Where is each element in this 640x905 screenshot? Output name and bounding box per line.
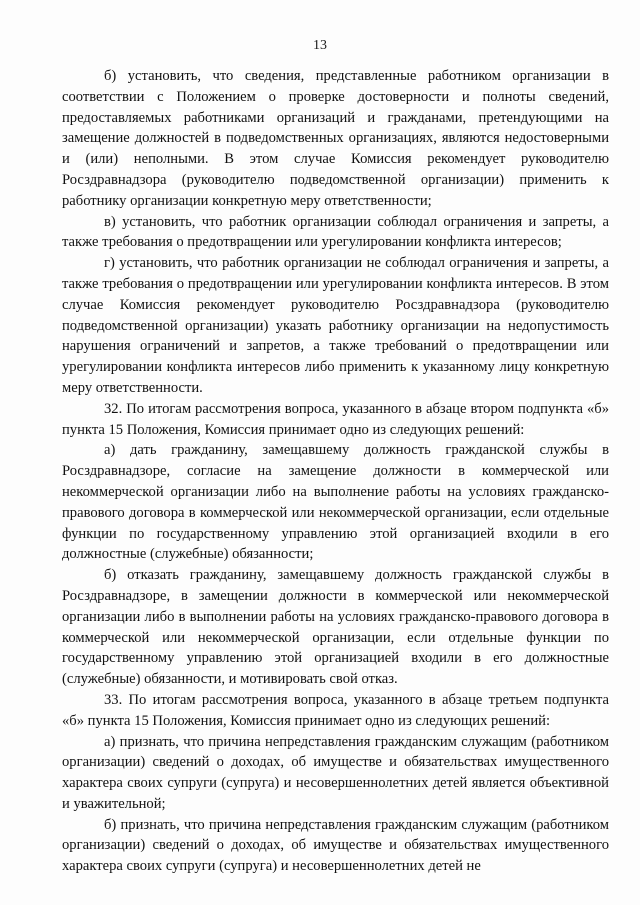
paragraph-6g: г) установить, что работник организации не соблюдал ограничения и запреты, а также требования о предотвращении или урегулировании конфликта интересов. В этом случае Комиссия рекомендует руководителю Росздравнадзора (руководителю подведомственной организации) указать работнику организации на недопустимость нарушения ограничений и запретов, а также требований о предотвращении или урегулировании конфликта интересов либо применить к указанному лицу конкретную меру ответственности. (62, 255, 609, 396)
paragraph-32b: б) отказать гражданину, замещавшему должность гражданской службы в Росздравнадзоре, в замещении должности в коммерческой или некоммерческой организации либо в выполнении работы на условиях гражданско-правового договора в коммерческой или некоммерческой организации, если отдельные функции по государственному управлению этой организацией входили в его должностные (служебные) обязанности, и мотивировать свой отказ. (62, 567, 609, 688)
paragraph-32a: а) дать гражданину, замещавшему должность гражданской службы в Росздравнадзоре, согласие на замещение должности в коммерческой или некоммерческой организации либо на выполнение работы на условиях гражданско-правового договора в коммерческой или некоммерческой организации, если отдельные функции по государственному управлению этой организацией входили в его должностные (служебные) обязанности; (62, 442, 609, 563)
document-body (62, 66, 609, 877)
paragraph-6v: в) установить, что работник организации соблюдал ограничения и запреты, а также требования о предотвращении или урегулировании конфликта интересов; (62, 213, 609, 251)
paragraph-33b: б) признать, что причина непредставления гражданским служащим (работником организации) сведений о доходах, об имуществе и обязательствах имущественного характера своих супруги (супруга) и несовершеннолетних детей не (62, 816, 609, 875)
paragraph-33a: а) признать, что причина непредставления гражданским служащим (работником организации) сведений о доходах, об имуществе и обязательствах имущественного характера своих супруги (супруга) и несовершеннолетних детей является объективной и уважительной; (62, 733, 609, 812)
page-number: 13 (313, 38, 327, 53)
paragraph-33: 33. По итогам рассмотрения вопроса, указанного в абзаце третьем подпункта «б» пункта 15 Положения, Комиссия принимает одно из следующих решений: (62, 691, 609, 729)
paragraph-6b: б) установить, что сведения, представленные работником организации в соответствии с Положением о проверке достоверности и полноты сведений, предоставляемых работниками организаций и гражданами, претендующими на замещение должностей в подведомственных организациях, являются недостоверными и (или) неполными. В этом случае Комиссия рекомендует руководителю Росздравнадзора (руководителю подведомственной организации) применить к работнику организации конкретную меру ответственности; (62, 68, 609, 209)
paragraph-32: 32. По итогам рассмотрения вопроса, указанного в абзаце втором подпункта «б» пункта 15 Положения, Комиссия принимает одно из следующих решений: (62, 400, 609, 438)
